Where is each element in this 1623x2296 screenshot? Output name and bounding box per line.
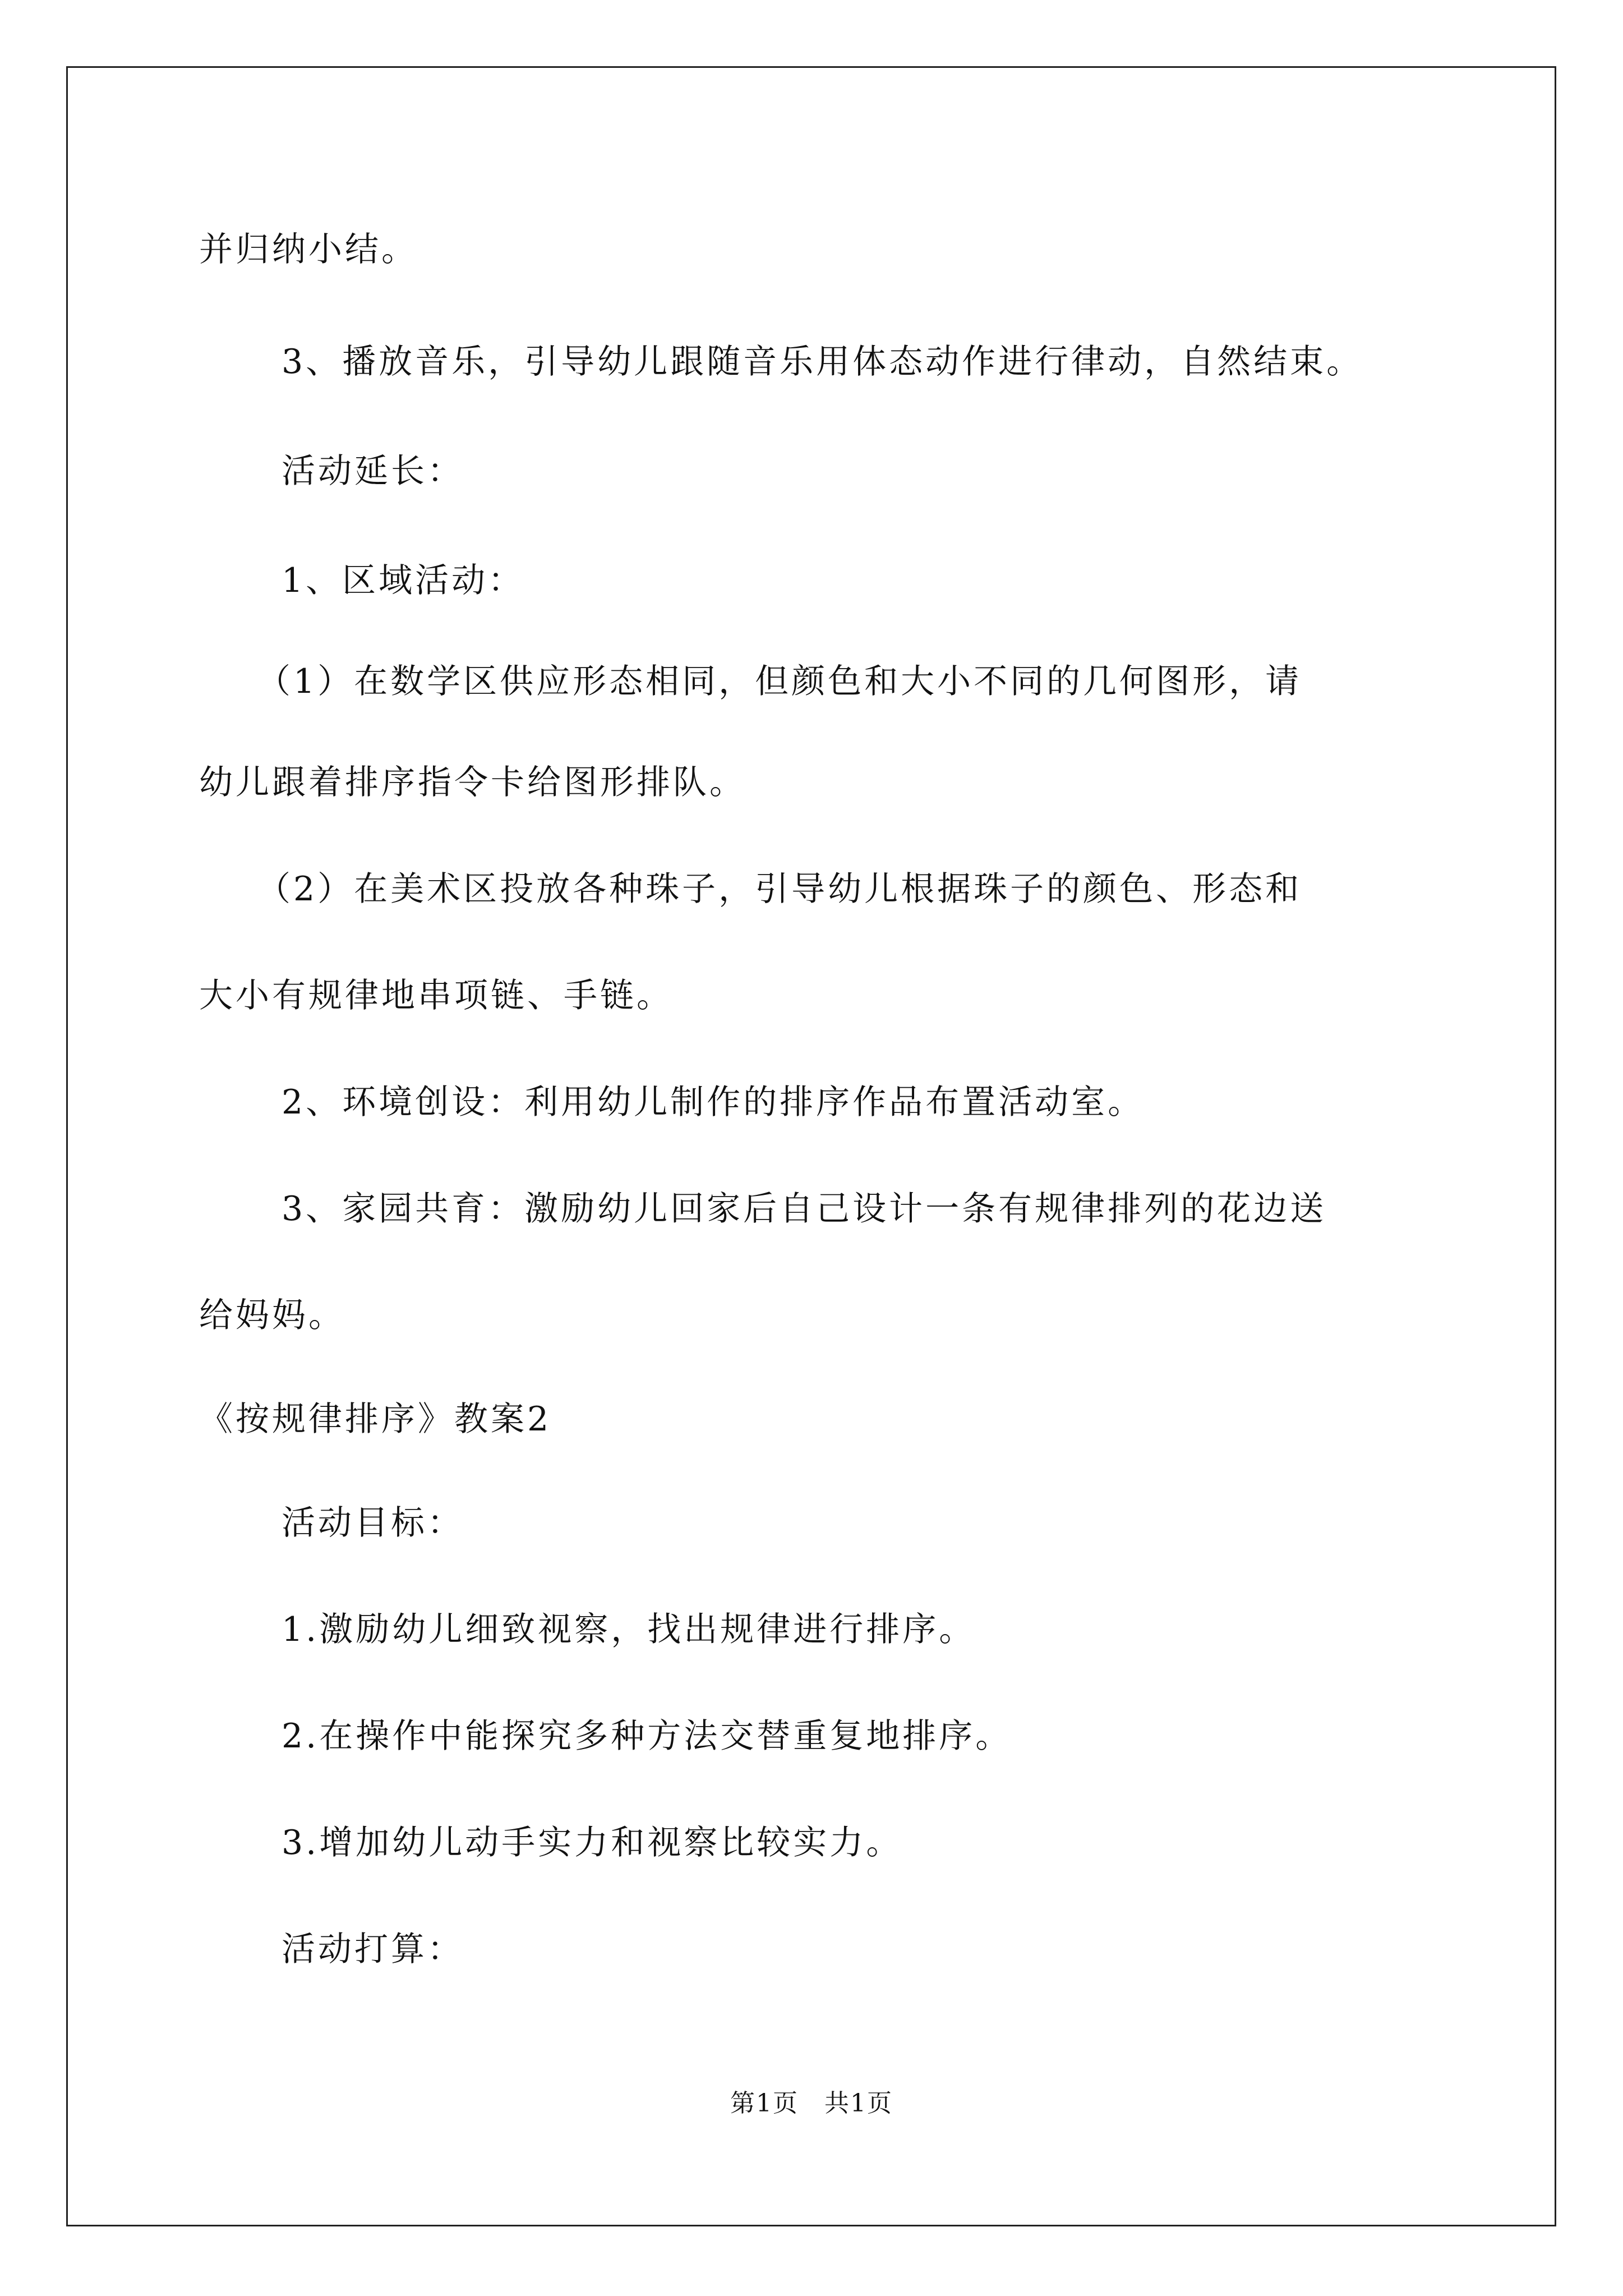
page-frame: [66, 66, 1556, 2226]
paragraph-environment: 2、环境创设：利用幼儿制作的排序作品布置活动室。: [282, 1083, 1145, 1122]
section-heading-activity-goals: 活动目标：: [282, 1503, 464, 1543]
paragraph-home-school-line-1: 3、家园共育：激励幼儿回家后自己设计一条有规律排列的花边送: [282, 1189, 1327, 1228]
goal-item-2: 2.在操作中能探究多种方法交替重复地排序。: [282, 1717, 1012, 1756]
goal-item-1: 1.激励幼儿细致视察，找出规律进行排序。: [282, 1610, 976, 1649]
paragraph-area-activity: 1、区域活动：: [282, 561, 525, 600]
paragraph-continuation: 并归纳小结。: [199, 230, 418, 269]
paragraph-item-2-line-1: （2）在美术区投放各种珠子，引导幼儿根据珠子的颜色、形态和: [257, 869, 1302, 909]
lesson-plan-title: 《按规律排序》教案2: [199, 1400, 552, 1439]
paragraph-item-1-line-1: （1）在数学区供应形态相同，但颜色和大小不同的几何图形，请: [257, 662, 1302, 701]
paragraph-item-2-line-2: 大小有规律地串项链、手链。: [199, 976, 673, 1015]
section-heading-activity-preparation: 活动打算：: [282, 1930, 464, 1969]
paragraph-home-school-line-2: 给妈妈。: [199, 1296, 345, 1335]
page-footer: 第1页 共1页: [730, 2089, 893, 2118]
section-heading-activity-extension: 活动延长：: [282, 452, 464, 491]
goal-item-3: 3.增加幼儿动手实力和视察比较实力。: [282, 1823, 903, 1862]
paragraph-step-3: 3、播放音乐，引导幼儿跟随音乐用体态动作进行律动，自然结束。: [282, 342, 1363, 381]
paragraph-item-1-line-2: 幼儿跟着排序指令卡给图形排队。: [199, 763, 746, 802]
